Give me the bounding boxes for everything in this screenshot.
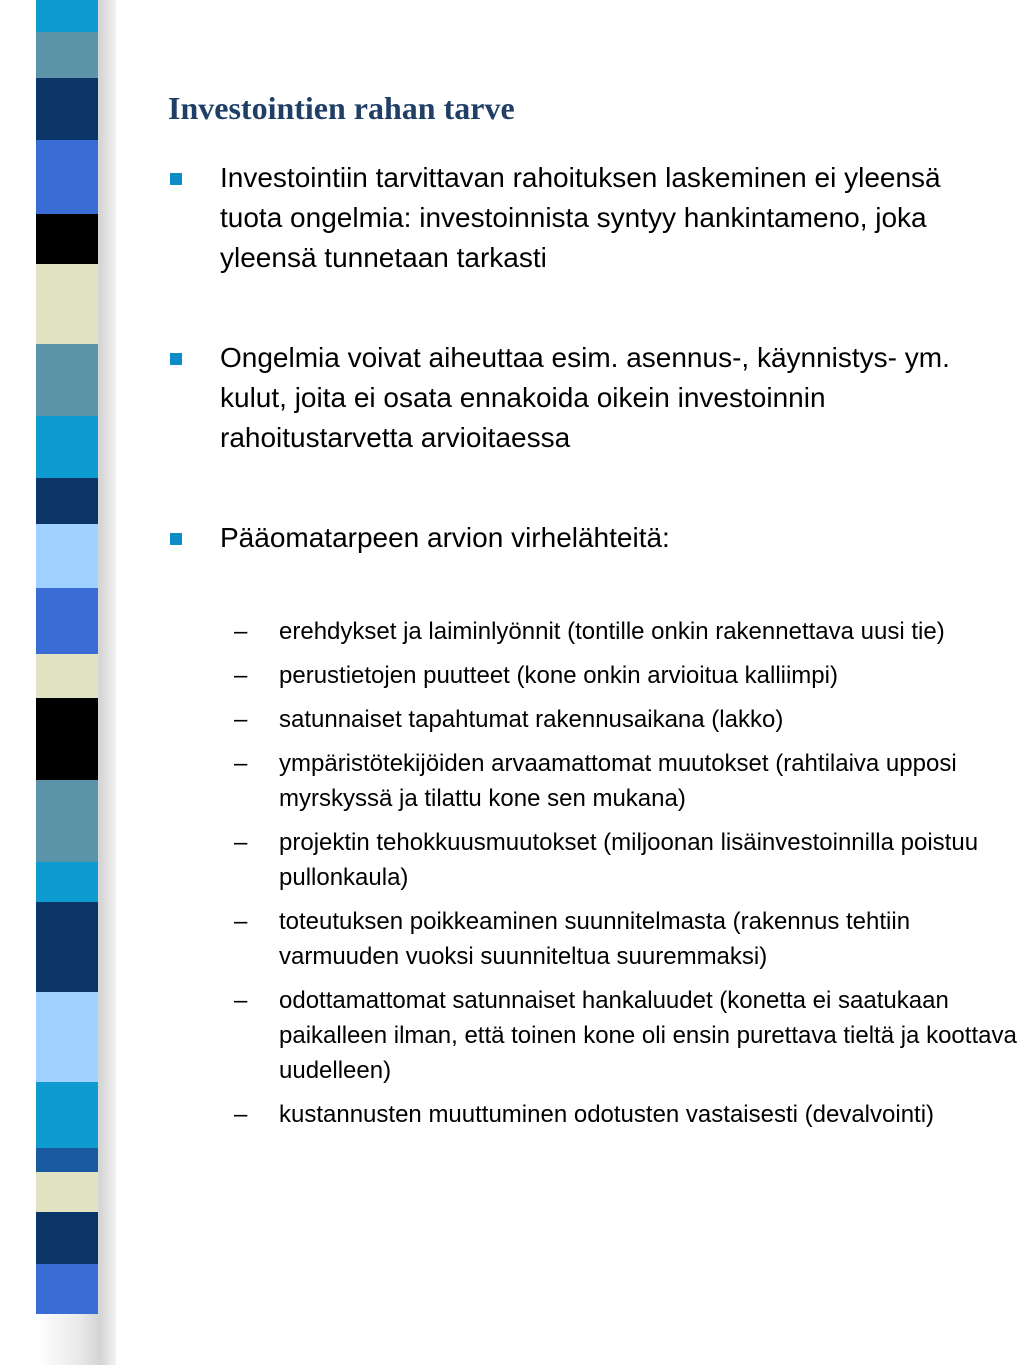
slide-title: Investointien rahan tarve [168,90,515,126]
sub-bullet-text: ympäristötekijöiden arvaamattomat muutokset (rahtilaiva upposi myrskyssä ja tilattu kone sen mukana) [279,750,957,812]
decorative-stripe [36,0,98,1365]
sub-bullet-text: perustietojen puutteet (kone onkin arvioitua kalliimpi) [279,662,838,689]
square-bullet-icon [170,353,182,365]
sub-bullet-item [234,904,1019,974]
sub-bullet-item [234,1097,1019,1132]
sub-bullet-item [234,825,1019,895]
stripe-segment [36,780,98,862]
stripe-segment [36,1212,98,1264]
dash-bullet: – [234,618,248,645]
stripe-segment [36,1148,98,1172]
bullet-text: Pääomatarpeen arvion virhelähteitä: [220,522,670,553]
sub-bullet-item [234,614,1019,649]
sub-bullet-item [234,983,1019,1088]
dash-bullet: – [234,829,248,856]
bullet-item [220,338,1000,458]
dash-bullet: – [234,987,248,1014]
stripe-segment [36,78,98,140]
stripe-segment [36,264,98,344]
stripe-segment [36,902,98,992]
stripe-segment [36,698,98,780]
dash-bullet: – [234,1101,248,1128]
sub-bullet-list [234,614,1019,1141]
dash-bullet: – [234,750,248,777]
stripe-segment [36,140,98,214]
sub-bullet-item [234,746,1019,816]
stripe-segment [36,1172,98,1212]
sub-bullet-text: kustannusten muuttuminen odotusten vastaisesti (devalvointi) [279,1101,935,1128]
stripe-segment [36,416,98,478]
square-bullet-icon [170,533,182,545]
square-bullet-icon [170,173,182,185]
stripe-segment [36,524,98,588]
sub-bullet-text: odottamattomat satunnaiset hankaluudet (konetta ei saatukaan paikalleen ilman, että toinen kone oli ensin purettava tieltä ja koottava uudelleen) [279,987,1017,1084]
sub-bullet-item [234,658,1019,693]
stripe-segment [36,478,98,524]
stripe-segment [36,862,98,902]
stripe-segment [36,992,98,1082]
stripe-segment [36,0,98,32]
stripe-segment [36,32,98,78]
bullet-item [220,518,1000,558]
dash-bullet: – [234,662,248,689]
bullet-text: Investointiin tarvittavan rahoituksen laskeminen ei yleensä tuota ongelmia: investoinnista syntyy hankintameno, joka yleensä tunnetaan tarkasti [220,162,941,273]
bullet-item [220,158,1000,278]
sub-bullet-item [234,702,1019,737]
sub-bullet-text: erehdykset ja laiminlyönnit (tontille onkin rakennettava uusi tie) [279,618,945,645]
stripe-segment [36,654,98,698]
stripe-segment [36,344,98,416]
dash-bullet: – [234,706,248,733]
sub-bullet-text: projektin tehokkuusmuutokset (miljoonan lisäinvestoinnilla poistuu pullonkaula) [279,829,979,891]
stripe-segment [36,214,98,264]
bullet-text: Ongelmia voivat aiheuttaa esim. asennus-, käynnistys- ym. kulut, joita ei osata ennakoida oikein investoinnin rahoitustarvetta arvioitaessa [220,342,950,453]
sub-bullet-text: toteutuksen poikkeaminen suunnitelmasta (rakennus tehtiin varmuuden vuoksi suunniteltua suuremmaksi) [279,908,911,970]
dash-bullet: – [234,908,248,935]
stripe-segment [36,1264,98,1314]
stripe-segment [36,1082,98,1148]
stripe-segment [36,588,98,654]
sub-bullet-text: satunnaiset tapahtumat rakennusaikana (lakko) [279,706,784,733]
